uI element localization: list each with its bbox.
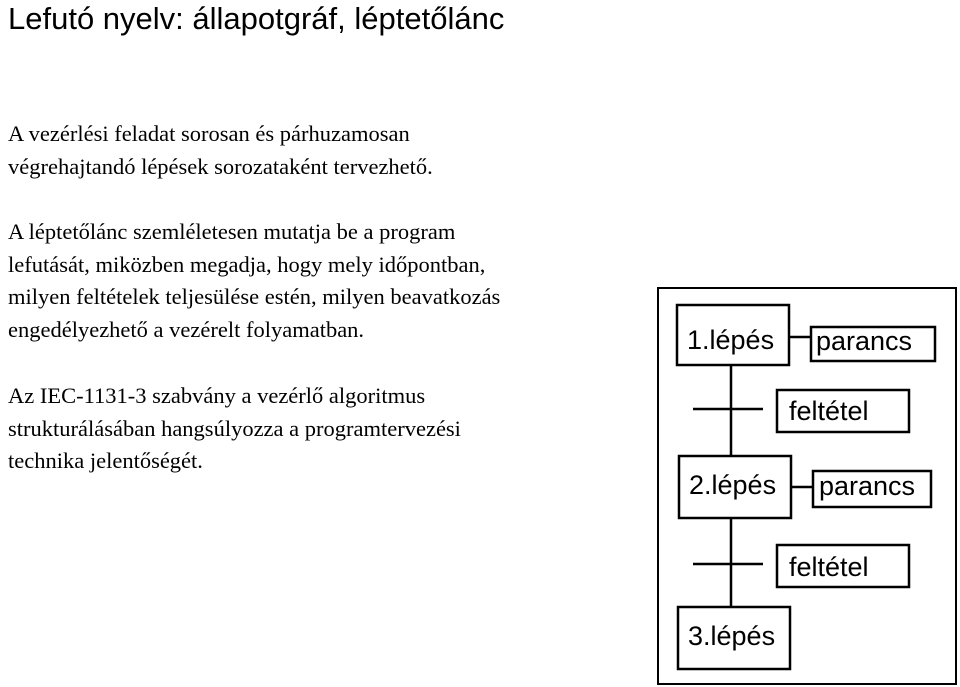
paragraph-line: A vezérlési feladat sorosan és párhuzamosan xyxy=(8,121,410,146)
paragraph-line: végrehajtandó lépések sorozataként tervezhető. xyxy=(8,153,433,179)
transition-label-2: feltétel xyxy=(789,552,869,582)
page-title: Lefutó nyelv: állapotgráf, léptetőlánc xyxy=(8,1,505,36)
step-label-3: 3.lépés xyxy=(688,621,776,651)
paragraph-line: A léptetőlánc szemléletesen mutatja be a program xyxy=(8,219,456,244)
transition-label-1: feltétel xyxy=(789,396,869,426)
paragraph-line: engedélyezhető a vezérelt folyamatban. xyxy=(8,316,365,342)
action-label-1: parancs xyxy=(816,326,913,356)
paragraph-line: strukturálásában hangsúlyozza a programtervezési xyxy=(8,415,461,441)
paragraph-3 xyxy=(8,380,648,478)
action-label-2: parancs xyxy=(819,471,916,501)
step-label-2: 2.lépés xyxy=(689,470,777,500)
paragraph-line: milyen feltételek teljesülése estén, milyen beavatkozás xyxy=(8,284,501,309)
paragraph-line: Az IEC-1131-3 szabvány a vezérlő algoritmus xyxy=(8,383,426,408)
step-chain-diagram xyxy=(657,287,957,685)
paragraph-1 xyxy=(8,118,648,183)
paragraph-line: lefutását, miközben megadja, hogy mely időpontban, xyxy=(8,251,486,277)
paragraph-line: technika jelentőségét. xyxy=(8,448,203,473)
step-label-1: 1.lépés xyxy=(687,325,775,355)
paragraph-2 xyxy=(8,216,648,346)
